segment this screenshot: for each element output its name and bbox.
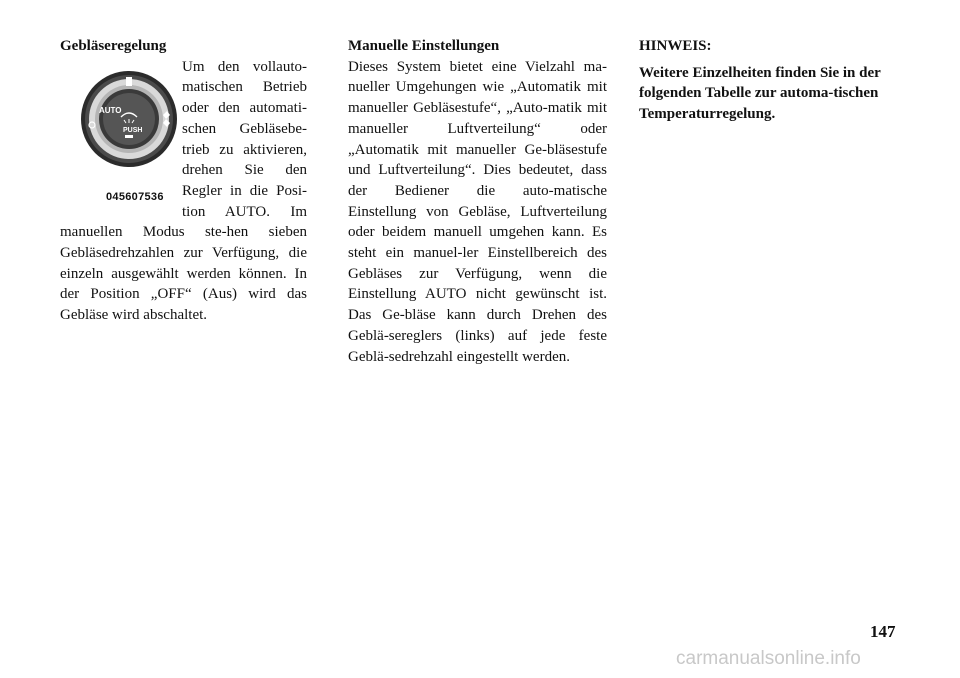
blower-knob-icon: [79, 69, 179, 169]
section-heading-blower-control: Gebläseregelung: [60, 38, 167, 54]
section-heading-manual-settings: Manuelle Einstellungen: [348, 38, 500, 54]
watermark: carmanualsonline.info: [676, 648, 861, 669]
figure-code: 045607536: [106, 190, 164, 203]
knob-push-label: PUSH: [123, 126, 143, 134]
page-number: 147: [870, 622, 896, 641]
knob-auto-label: AUTO: [99, 105, 122, 115]
blower-knob-figure: [60, 61, 182, 205]
column-right: [639, 36, 901, 125]
blower-control-paragraph: Um den vollauto-matischen Betrieb oder den automati-schen Gebläsebe-trieb zu aktivieren, drehen Sie den Regler in die Posi-tion AUTO. Im manuellen Modus ste-hen sieben Gebläsedrehzahlen zur Verfügung, die einzeln ausgewählt werden können. In der Position „OFF“ (Aus) wird das Gebläse wird abschaltet.: [60, 58, 307, 324]
note-body: Weitere Einzelheiten finden Sie in der folgenden Tabelle zur automa-tischen Temperaturregelung.: [639, 64, 881, 123]
note-title: HINWEIS:: [639, 38, 712, 54]
manual-settings-paragraph: Dieses System bietet eine Vielzahl ma-nueller Umgehungen wie „Automatik mit manueller Gebläsestufe“, „Auto-matik mit manueller Luftverteilung“ oder „Automatik mit manueller Ge-bläsestufe und Luftverteilung“. Dies bedeutet, dass der Bediener die auto-matische Einstellung von Gebläse, Luftverteilung oder beidem manuell umgehen kann. Es steht ein manuel-ler Einstellbereich des Gebläses zur Verfügung, wenn die Einstellung AUTO nicht gewünscht ist. Das Ge-bläse kann durch Drehen des Geblä-sereglers (links) auf jede feste Geblä-sedrehzahl eingestellt werden.: [348, 58, 607, 365]
column-left: [60, 36, 307, 326]
column-middle: [348, 36, 607, 367]
